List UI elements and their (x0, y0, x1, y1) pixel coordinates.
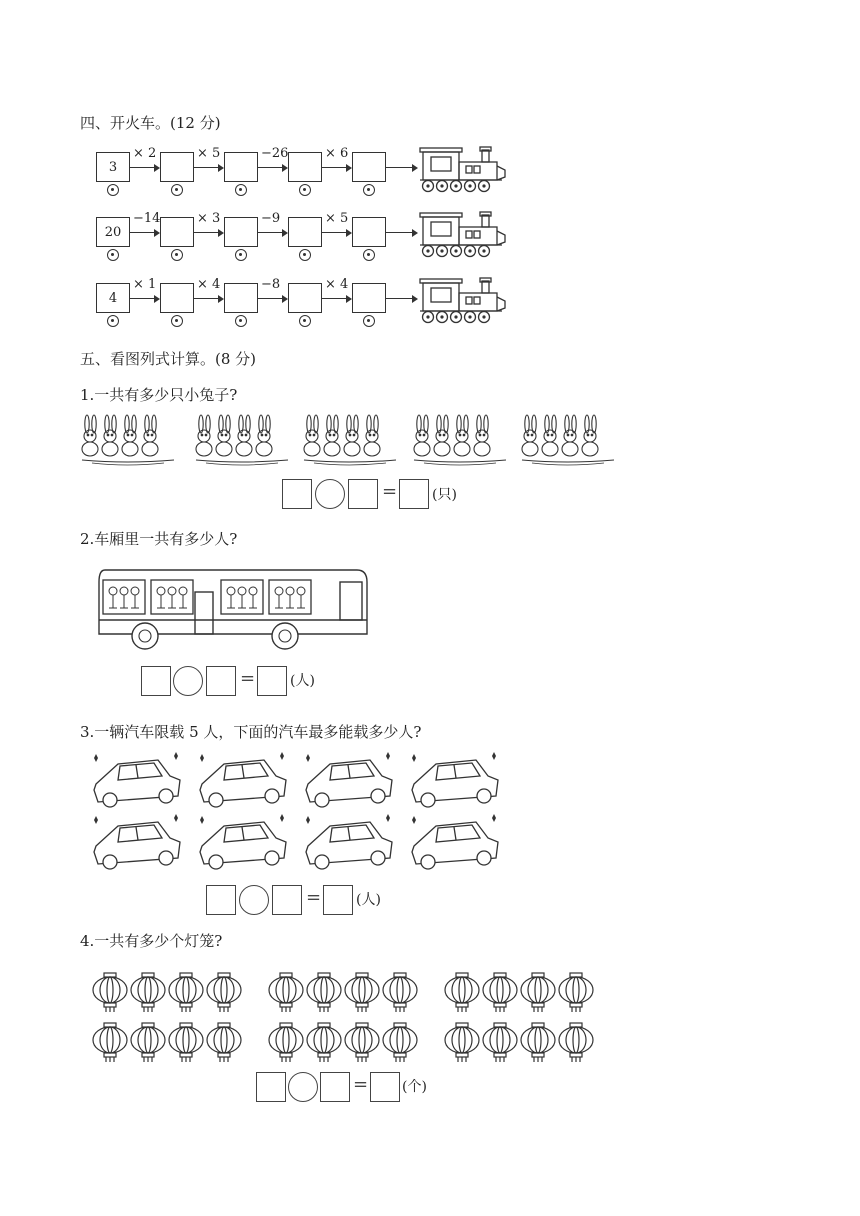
answer-box[interactable] (272, 885, 302, 915)
train-row (0, 277, 860, 351)
start-number: 4 (108, 290, 118, 306)
car-icon (412, 814, 498, 869)
operation-label: × 4 (325, 277, 349, 292)
answer-car[interactable] (288, 283, 322, 313)
rabbit-groups-illustration (80, 410, 620, 470)
arrow-icon (386, 232, 416, 233)
arrow-icon (258, 167, 286, 168)
car-icon (200, 752, 286, 807)
lantern-icon (207, 1023, 241, 1062)
bus-illustration (95, 562, 375, 657)
equals-sign: = (306, 887, 322, 908)
rabbit-group (414, 415, 506, 465)
lantern-icon (169, 1023, 203, 1062)
lantern-icon (521, 1023, 555, 1062)
arrow-icon (322, 167, 350, 168)
locomotive-icon (418, 144, 510, 194)
answer-car[interactable] (288, 217, 322, 247)
wheel-icon (299, 184, 311, 196)
arrow-icon (386, 167, 416, 168)
operation-label: × 2 (133, 146, 157, 161)
operation-label: −9 (261, 211, 281, 226)
answer-car[interactable] (224, 283, 258, 313)
operation-label: × 6 (325, 146, 349, 161)
answer-box[interactable] (282, 479, 312, 509)
arrow-icon (194, 298, 222, 299)
start-number: 3 (108, 159, 118, 175)
lanterns-illustration (88, 965, 608, 1065)
question-3-text: 3.一辆汽车限载 5 人，下面的汽车最多能载多少人? (80, 723, 422, 741)
operation-label: × 1 (133, 277, 157, 292)
answer-car[interactable] (160, 152, 194, 182)
wheel-icon (171, 184, 183, 196)
operation-label: −8 (261, 277, 281, 292)
arrow-icon (130, 298, 158, 299)
wheel-icon (299, 249, 311, 261)
locomotive-icon (418, 275, 510, 325)
wheel-icon (107, 249, 119, 261)
equals-sign: = (382, 481, 398, 502)
answer-box[interactable] (141, 666, 171, 696)
lantern-icon (93, 1023, 127, 1062)
lantern-icon (269, 1023, 303, 1062)
wheel-icon (171, 315, 183, 327)
locomotive-icon (418, 209, 510, 259)
question-4-text: 4.一共有多少个灯笼? (80, 932, 223, 950)
arrow-icon (258, 298, 286, 299)
lantern-icon (445, 973, 479, 1012)
operator-circle[interactable] (173, 666, 203, 696)
car-icon (412, 752, 498, 807)
arrow-icon (130, 232, 158, 233)
operation-label: × 5 (197, 146, 221, 161)
wheel-icon (235, 249, 247, 261)
lantern-icon (307, 973, 341, 1012)
arrow-icon (322, 232, 350, 233)
unit-label: (个) (402, 1079, 427, 1095)
answer-box[interactable] (370, 1072, 400, 1102)
answer-car[interactable] (288, 152, 322, 182)
lantern-icon (131, 973, 165, 1012)
wheel-icon (299, 315, 311, 327)
answer-box[interactable] (257, 666, 287, 696)
wheel-icon (107, 315, 119, 327)
car-icon (94, 752, 180, 807)
lantern-icon (383, 973, 417, 1012)
lantern-icon (483, 1023, 517, 1062)
cars-illustration (88, 748, 518, 878)
lantern-icon (559, 1023, 593, 1062)
answer-box[interactable] (206, 666, 236, 696)
operation-label: × 5 (325, 211, 349, 226)
arrow-icon (130, 167, 158, 168)
answer-box[interactable] (348, 479, 378, 509)
answer-car[interactable] (352, 283, 386, 313)
answer-car[interactable] (160, 283, 194, 313)
lantern-icon (345, 1023, 379, 1062)
answer-box[interactable] (323, 885, 353, 915)
lantern-icon (521, 973, 555, 1012)
answer-box[interactable] (256, 1072, 286, 1102)
start-number: 20 (104, 224, 122, 240)
operation-label: −14 (133, 211, 161, 226)
operator-circle[interactable] (288, 1072, 318, 1102)
lantern-icon (345, 973, 379, 1012)
equals-sign: = (240, 668, 256, 689)
answer-car[interactable] (224, 217, 258, 247)
equals-sign: = (353, 1074, 369, 1095)
lantern-icon (307, 1023, 341, 1062)
arrow-icon (194, 167, 222, 168)
lantern-icon (131, 1023, 165, 1062)
wheel-icon (363, 315, 375, 327)
arrow-icon (386, 298, 416, 299)
unit-label: (人) (356, 892, 381, 908)
rabbit-group (82, 415, 174, 465)
lantern-icon (383, 1023, 417, 1062)
operator-circle[interactable] (239, 885, 269, 915)
lantern-icon (483, 973, 517, 1012)
answer-car[interactable] (224, 152, 258, 182)
wheel-icon (107, 184, 119, 196)
question-2-text: 2.车厢里一共有多少人? (80, 530, 238, 548)
lantern-icon (169, 973, 203, 1012)
answer-box[interactable] (399, 479, 429, 509)
arrow-icon (194, 232, 222, 233)
rabbit-group (196, 415, 288, 465)
wheel-icon (363, 184, 375, 196)
wheel-icon (363, 249, 375, 261)
wheel-icon (171, 249, 183, 261)
answer-car[interactable] (352, 152, 386, 182)
lantern-icon (445, 1023, 479, 1062)
answer-box[interactable] (320, 1072, 350, 1102)
operation-label: × 4 (197, 277, 221, 292)
lantern-icon (269, 973, 303, 1012)
car-icon (94, 814, 180, 869)
wheel-icon (235, 315, 247, 327)
operator-circle[interactable] (315, 479, 345, 509)
answer-box[interactable] (206, 885, 236, 915)
rabbit-group (522, 415, 614, 465)
lantern-icon (559, 973, 593, 1012)
car-icon (306, 752, 392, 807)
answer-car[interactable] (352, 217, 386, 247)
wheel-icon (235, 184, 247, 196)
rabbit-group (304, 415, 396, 465)
lantern-icon (93, 973, 127, 1012)
arrow-icon (322, 298, 350, 299)
operation-label: −26 (261, 146, 289, 161)
car-icon (306, 814, 392, 869)
unit-label: (只) (432, 487, 457, 503)
section-4-title: 四、开火车。(12 分) (80, 114, 221, 132)
car-icon (200, 814, 286, 869)
unit-label: (人) (290, 673, 315, 689)
operation-label: × 3 (197, 211, 221, 226)
answer-car[interactable] (160, 217, 194, 247)
question-1-text: 1.一共有多少只小兔子? (80, 386, 238, 404)
lantern-icon (207, 973, 241, 1012)
arrow-icon (258, 232, 286, 233)
section-5-title: 五、看图列式计算。(8 分) (80, 350, 257, 368)
